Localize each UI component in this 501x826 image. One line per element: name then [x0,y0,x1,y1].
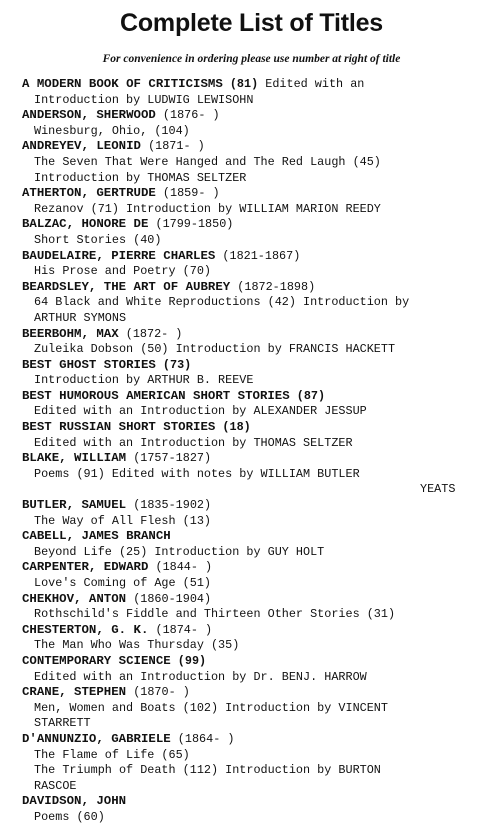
author-name: BEST HUMOROUS AMERICAN SHORT STORIES [22,388,290,403]
title-text: Poems (60) [34,809,105,824]
title-line [22,670,481,686]
author-name: CHESTERTON, G. K. [22,622,149,637]
author-name: D'ANNUNZIO, GABRIELE [22,731,171,746]
title-line [22,607,481,623]
author-heading [22,560,481,576]
title-text: The Man Who Was Thursday (35) [34,638,240,653]
title-line [22,576,481,592]
author-detail: (1835-1902) [126,498,212,513]
title-text: Edited with an Introduction by ALEXANDER JESSUP [34,404,367,419]
author-name: CARPENTER, EDWARD [22,560,149,575]
title-text: The Way of All Flesh (13) [34,513,211,528]
title-text: Short Stories (40) [34,232,162,247]
author-name: BEARDSLEY, THE ART OF AUBREY [22,279,231,294]
author-heading [22,108,481,124]
order-number: (99) [170,653,207,668]
author-name: ATHERTON, GERTRUDE [22,186,156,201]
author-name: BALZAC, HONORE DE [22,217,149,232]
title-line [22,701,481,717]
author-name: ANDREYEV, LEONID [22,139,141,154]
author-detail: (1799-1850) [148,217,234,232]
author-detail: (1859- ) [155,186,220,201]
title-line [22,342,481,358]
page-title: Complete List of Titles [119,9,384,37]
title-line [22,514,481,530]
author-name: CABELL, JAMES BRANCH [22,529,171,544]
author-name: CONTEMPORARY SCIENCE [22,653,171,668]
author-heading [22,77,481,93]
author-detail: (1872-1898) [230,279,316,294]
title-text: Winesburg, Ohio, (104) [34,123,190,138]
title-line [22,124,481,140]
author-name: CHEKHOV, ANTON [22,591,127,606]
order-number: (18) [215,420,251,435]
title-line [22,467,481,483]
author-name: BUTLER, SAMUEL [22,498,127,513]
title-line [22,638,481,654]
title-line [22,93,481,109]
title-text: Love's Coming of Age (51) [34,576,211,590]
title-text: His Prose and Poetry (70) [34,264,211,279]
title-text: Men, Women and Boats (102) Introduction by VINCENT [34,700,388,715]
title-line [22,810,481,826]
author-heading [22,654,481,670]
title-text: ARTHUR SYMONS [34,310,127,325]
author-heading [22,529,481,545]
title-text: Introduction by THOMAS SELTZER [34,170,247,185]
author-heading [22,592,481,608]
author-detail: (1860-1904) [126,591,212,606]
author-name: DAVIDSON, JOHN [22,794,127,809]
author-detail: (1821-1867) [215,248,301,263]
title-text: 64 Black and White Reproductions (42) Introduction by [34,295,410,310]
title-text: Poems (91) Edited with notes by WILLIAM BUTLER [34,466,360,481]
title-text: Introduction by ARTHUR B. REEVE [34,373,254,388]
author-name: BEST GHOST STORIES [22,357,156,372]
order-number: (81) [222,77,259,91]
title-text: Introduction by LUDWIG LEWISOHN [34,92,254,107]
author-name: A MODERN BOOK OF CRITICISMS [22,77,223,91]
author-detail: (1870- ) [126,685,190,700]
author-heading [22,498,481,514]
author-heading [22,139,481,155]
author-heading [22,623,481,639]
author-heading [22,420,481,436]
title-text: The Triumph of Death (112) Introduction by BURTON [34,763,381,778]
title-line [22,295,481,311]
author-name: BEST RUSSIAN SHORT STORIES [22,420,216,435]
title-line [22,779,481,795]
author-name: ANDERSON, SHERWOOD [22,108,156,123]
author-name: BLAKE, WILLIAM [22,451,127,466]
title-line [22,545,481,561]
title-line [22,233,481,249]
title-text: Edited with an Introduction by Dr. BENJ. HARROW [34,669,367,684]
author-heading [22,186,481,202]
author-detail: (1872- ) [118,326,183,341]
author-name: BEERBOHM, MAX [22,326,119,341]
title-text: Beyond Life (25) Introduction by GUY HOLT [34,544,325,559]
order-number: (73) [155,357,192,372]
title-line [22,155,481,171]
title-line [22,482,481,498]
author-detail: (1864- ) [170,731,235,746]
title-text: The Flame of Life (65) [34,747,190,762]
author-heading [22,794,481,810]
author-name: BAUDELAIRE, PIERRE CHARLES [22,248,216,263]
author-detail: Edited with an [258,77,365,91]
author-heading [22,732,481,748]
author-heading [22,685,481,701]
title-line [22,748,481,764]
author-detail: (1871- ) [140,139,205,154]
title-line [22,763,481,779]
author-detail: (1876- ) [155,108,220,123]
author-heading [22,358,481,374]
author-detail: (1874- ) [148,622,213,637]
title-line [22,404,481,420]
title-line [22,716,481,732]
title-line [22,373,481,389]
title-text: The Seven That Were Hanged and The Red Laugh (45) [34,154,381,169]
order-number: (87) [289,388,326,403]
title-line [22,202,481,218]
title-line [22,311,481,327]
title-line [22,436,481,452]
title-line [22,171,481,187]
title-line [22,264,481,280]
title-list [22,77,481,826]
title-text: Rothschild's Fiddle and Thirteen Other Stories (31) [34,607,396,622]
author-detail: (1844- ) [148,560,213,575]
author-detail: (1757-1827) [126,451,212,466]
title-text: Rezanov (71) Introduction by WILLIAM MARION REEDY [34,201,381,216]
author-heading [22,280,481,296]
author-heading [22,389,481,405]
title-text: Edited with an Introduction by THOMAS SELTZER [34,435,353,450]
author-heading [22,451,481,467]
author-name: CRANE, STEPHEN [22,685,127,700]
title-text: YEATS [420,482,456,497]
author-heading [22,327,481,343]
title-text: STARRETT [34,716,91,731]
author-heading [22,217,481,233]
title-text: RASCOE [34,778,77,793]
author-heading [22,249,481,265]
page-subtitle: For convenience in ordering please use number at right of title [102,53,401,65]
title-text: Zuleika Dobson (50) Introduction by FRANCIS HACKETT [34,342,396,357]
